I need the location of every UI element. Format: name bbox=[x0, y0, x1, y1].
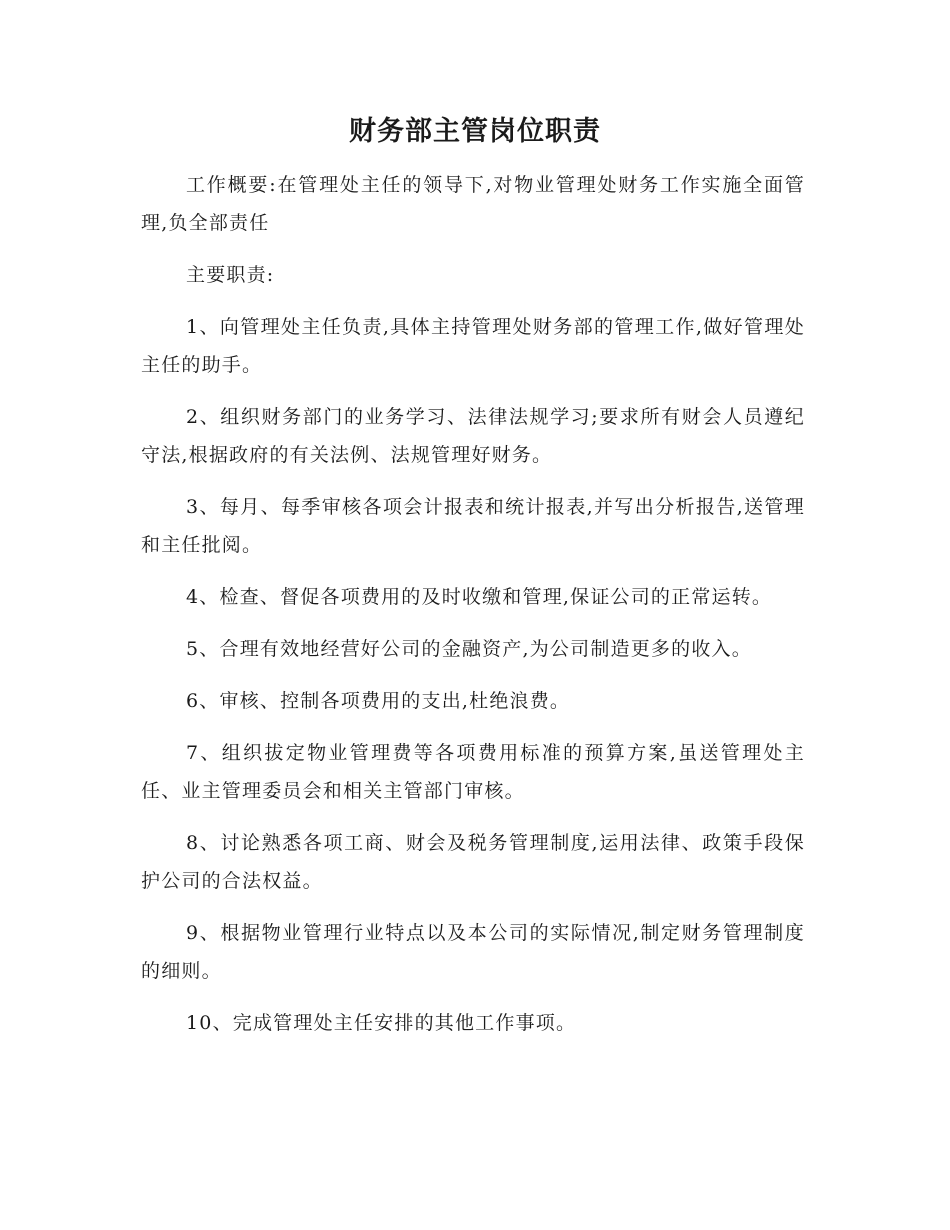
duty-item-2: 2、组织财务部门的业务学习、法律法规学习;要求所有财会人员遵纪守法,根据政府的有关法例、法规管理好财务。 bbox=[141, 406, 805, 466]
duty-item-3: 3、每月、每季审核各项会计报表和统计报表,并写出分析报告,送管理和主任批阅。 bbox=[141, 496, 805, 556]
work-summary-paragraph: 工作概要:在管理处主任的领导下,对物业管理处财务工作实施全面管理,负全部责任 bbox=[141, 174, 805, 234]
duty-item-10: 10、完成管理处主任安排的其他工作事项。 bbox=[186, 1012, 577, 1034]
duty-item-7: 7、组织拔定物业管理费等各项费用标准的预算方案,虽送管理处主任、业主管理委员会和相关主管部门审核。 bbox=[141, 742, 805, 802]
document-body bbox=[141, 166, 805, 1056]
document-title: 财务部主管岗位职责 bbox=[349, 116, 601, 147]
duty-item-1: 1、向管理处主任负责,具体主持管理处财务部的管理工作,做好管理处主任的助手。 bbox=[141, 316, 805, 376]
duty-item-5: 5、合理有效地经营好公司的金融资产,为公司制造更多的收入。 bbox=[186, 638, 752, 660]
duty-item-6: 6、审核、控制各项费用的支出,杜绝浪费。 bbox=[186, 690, 571, 712]
main-duties-heading: 主要职责: bbox=[186, 264, 275, 286]
duty-item-4: 4、检查、督促各项费用的及时收缴和管理,保证公司的正常运转。 bbox=[186, 586, 773, 608]
duty-item-9: 9、根据物业管理行业特点以及本公司的实际情况,制定财务管理制度的细则。 bbox=[141, 922, 805, 982]
duty-item-8: 8、讨论熟悉各项工商、财会及税务管理制度,运用法律、政策手段保护公司的合法权益。 bbox=[141, 832, 805, 892]
